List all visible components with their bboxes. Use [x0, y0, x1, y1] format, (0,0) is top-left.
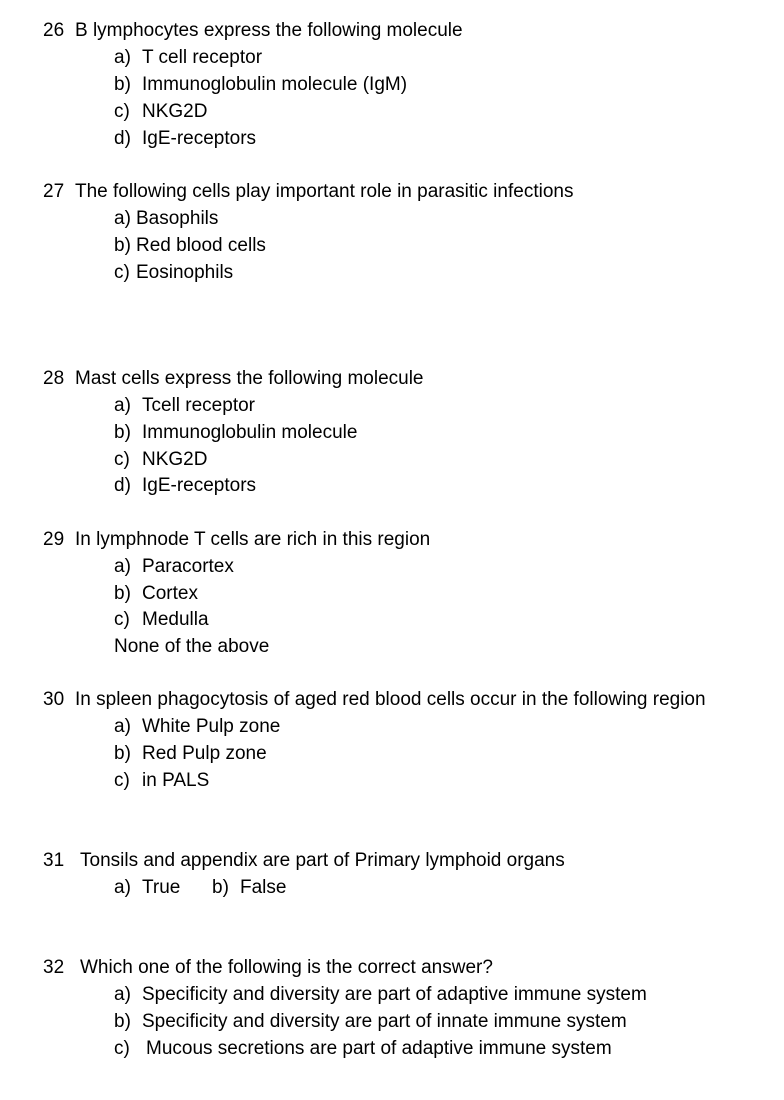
option-label: b) — [114, 422, 131, 443]
option-text: Red Pulp zone — [142, 743, 267, 764]
question-number: 27 — [43, 181, 65, 202]
option-text: IgE-receptors — [142, 128, 257, 149]
option-32-b[interactable] — [114, 1011, 627, 1033]
option-label: b) — [114, 583, 131, 604]
option-label: c) — [114, 609, 130, 630]
option-label: b) — [212, 877, 229, 898]
option-26-c[interactable] — [114, 101, 207, 123]
option-text: Medulla — [142, 609, 209, 630]
option-label: a) — [114, 556, 131, 577]
option-28-c[interactable] — [114, 449, 207, 471]
option-32-a[interactable] — [114, 984, 647, 1006]
question-stem: Which one of the following is the correct answer? — [80, 957, 493, 978]
option-text: Basophils — [136, 208, 219, 229]
question-stem: B lymphocytes express the following molecule — [75, 20, 463, 41]
option-label: a) — [114, 716, 131, 737]
option-28-a[interactable] — [114, 395, 255, 417]
option-label: b) — [114, 235, 131, 256]
option-text: None of the above — [114, 636, 270, 657]
option-29-c[interactable] — [114, 609, 209, 631]
option-text: True — [142, 877, 181, 898]
option-text: White Pulp zone — [142, 716, 281, 737]
question-number: 31 — [43, 850, 65, 871]
option-30-b[interactable] — [114, 743, 267, 765]
option-28-b[interactable] — [114, 422, 357, 444]
option-text: Tcell receptor — [142, 395, 255, 416]
question-30 — [43, 689, 706, 711]
question-number: 30 — [43, 689, 65, 710]
question-stem: In lymphnode T cells are rich in this region — [75, 529, 431, 550]
option-27-c[interactable] — [114, 262, 233, 284]
option-32-c[interactable] — [114, 1038, 612, 1060]
option-28-d[interactable] — [114, 475, 256, 497]
option-text: Specificity and diversity are part of innate immune system — [142, 1011, 627, 1032]
option-label: c) — [114, 449, 130, 470]
option-27-a[interactable] — [114, 208, 218, 230]
question-29 — [43, 529, 430, 551]
option-text: in PALS — [142, 770, 210, 791]
option-text: Specificity and diversity are part of adaptive immune system — [142, 984, 647, 1005]
option-29-a[interactable] — [114, 556, 234, 578]
option-label: a) — [114, 395, 131, 416]
option-text: NKG2D — [142, 449, 208, 470]
question-stem: Mast cells express the following molecule — [75, 368, 424, 389]
question-stem: The following cells play important role in parasitic infections — [75, 181, 574, 202]
option-26-d[interactable] — [114, 128, 256, 150]
option-text: T cell receptor — [142, 47, 263, 68]
question-28 — [43, 368, 424, 390]
question-number: 32 — [43, 957, 65, 978]
option-27-b[interactable] — [114, 235, 266, 257]
question-number: 26 — [43, 20, 65, 41]
option-label: a) — [114, 208, 131, 229]
option-label: d) — [114, 475, 131, 496]
option-text: Eosinophils — [136, 262, 234, 283]
question-number: 28 — [43, 368, 65, 389]
option-30-c[interactable] — [114, 770, 209, 792]
option-text: False — [240, 877, 287, 898]
option-26-b[interactable] — [114, 74, 407, 96]
question-stem: In spleen phagocytosis of aged red blood cells occur in the following region — [75, 689, 706, 710]
option-text: Immunoglobulin molecule — [142, 422, 358, 443]
option-29-b[interactable] — [114, 583, 198, 605]
option-31-b[interactable] — [212, 877, 286, 899]
option-text: Cortex — [142, 583, 198, 604]
option-label: b) — [114, 743, 131, 764]
option-label: c) — [114, 1038, 130, 1059]
question-26 — [43, 20, 463, 42]
option-text: Red blood cells — [136, 235, 266, 256]
option-label: a) — [114, 877, 131, 898]
option-text: Mucous secretions are part of adaptive immune system — [146, 1038, 612, 1059]
option-label: b) — [114, 74, 131, 95]
option-text: NKG2D — [142, 101, 208, 122]
option-text: IgE-receptors — [142, 475, 257, 496]
option-label: a) — [114, 47, 131, 68]
option-text: Paracortex — [142, 556, 234, 577]
option-26-a[interactable] — [114, 47, 262, 69]
question-stem: Tonsils and appendix are part of Primary lymphoid organs — [80, 850, 565, 871]
option-label: c) — [114, 101, 130, 122]
option-29-none[interactable] — [114, 636, 269, 658]
option-label: d) — [114, 128, 131, 149]
option-31-a[interactable] — [114, 877, 180, 899]
question-31 — [43, 850, 565, 872]
question-27 — [43, 181, 573, 203]
option-label: b) — [114, 1011, 131, 1032]
option-label: a) — [114, 984, 131, 1005]
option-label: c) — [114, 262, 130, 283]
question-number: 29 — [43, 529, 65, 550]
question-32 — [43, 957, 493, 979]
option-text: Immunoglobulin molecule (IgM) — [142, 74, 408, 95]
option-30-a[interactable] — [114, 716, 280, 738]
option-label: c) — [114, 770, 130, 791]
